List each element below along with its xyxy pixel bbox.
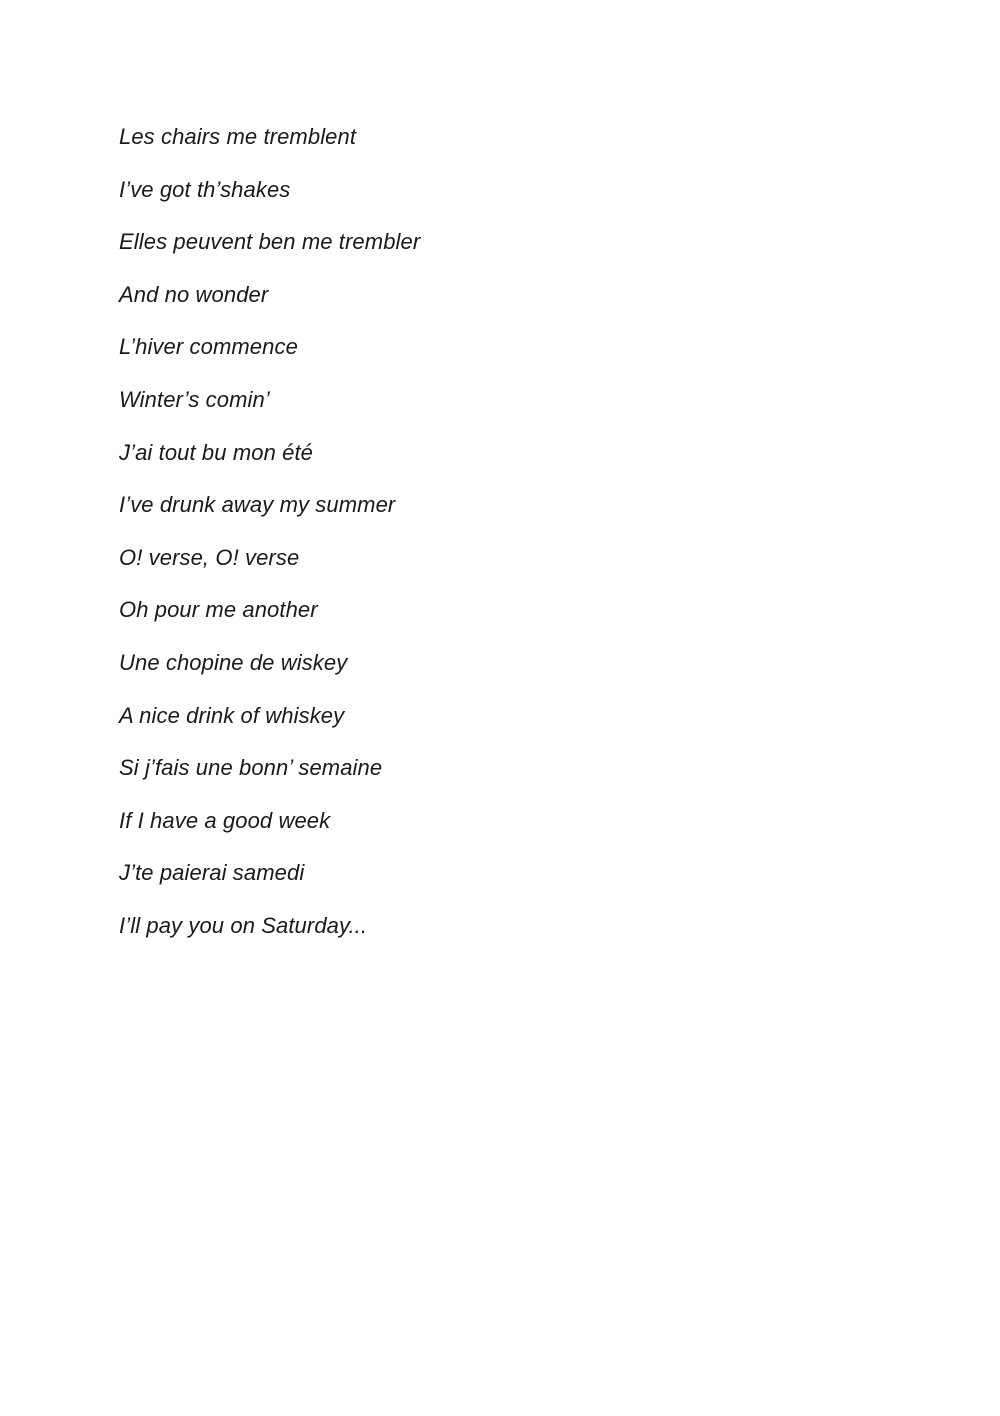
poem-line: Les chairs me tremblent — [119, 124, 357, 149]
poem-line: I’ve drunk away my summer — [119, 492, 396, 518]
poem-text — [119, 120, 420, 962]
poem-line: O! verse, O! verse — [119, 544, 300, 570]
poem-line: And no wonder — [119, 281, 269, 307]
poem-line: J’ai tout bu mon été — [119, 439, 314, 465]
poem-line: Si j’fais une bonn’ semaine — [119, 755, 383, 781]
poem-line: L’hiver commence — [119, 334, 298, 360]
poem-line: I’ve got th’shakes — [119, 176, 291, 202]
poem-line: Une chopine de wiskey — [119, 649, 348, 675]
poem-line: Elles peuvent ben me trembler — [119, 229, 421, 255]
poem-line: A nice drink of whiskey — [119, 702, 345, 728]
poem-line: Oh pour me another — [119, 597, 318, 623]
poem-line: J’te paierai samedi — [119, 860, 305, 886]
poem-line: If I have a good week — [119, 807, 331, 833]
poem-line: I’ll pay you on Saturday... — [119, 912, 368, 938]
poem-line: Winter’s comin’ — [119, 386, 270, 412]
